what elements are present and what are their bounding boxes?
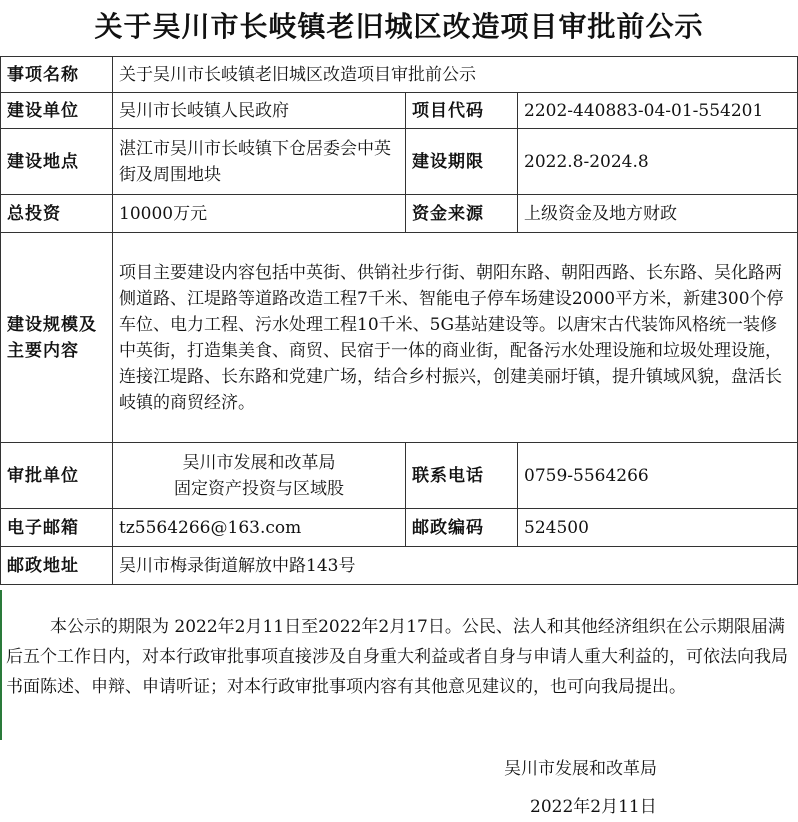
row-builder — [1, 93, 798, 129]
investment-label: 总投资 — [1, 195, 113, 233]
funding-label: 资金来源 — [406, 195, 518, 233]
row-scale — [1, 233, 798, 443]
issue-date: 2022年2月11日 — [530, 797, 657, 817]
scale-label: 建设规模及主要内容 — [1, 233, 113, 443]
funding-value: 上级资金及地方财政 — [518, 195, 798, 233]
approver-line-1: 吴川市发展和改革局 — [182, 452, 336, 473]
postcode-label: 邮政编码 — [406, 509, 518, 547]
row-location — [1, 129, 798, 195]
issuer-name: 吴川市发展和改革局 — [504, 759, 657, 779]
row-address — [1, 547, 798, 585]
row-investment — [1, 195, 798, 233]
approver-label: 审批单位 — [1, 443, 113, 509]
item-name-label: 事项名称 — [1, 57, 113, 93]
project-code-value: 2202-440883-04-01-554201 — [518, 93, 798, 129]
approver-line-2: 固定资产投资与区域股 — [174, 478, 344, 499]
page-title: 关于吴川市长岐镇老旧城区改造项目审批前公示 — [94, 10, 704, 43]
project-code-label: 项目代码 — [406, 93, 518, 129]
address-label: 邮政地址 — [1, 547, 113, 585]
postcode-value: 524500 — [518, 509, 798, 547]
announcement-text: 本公示的期限为 2022年2月11日至2022年2月17日。公民、法人和其他经济组织在公示期限届满后五个工作日内，对本行政审批事项直接涉及自身重大利益或者自身与申请人重大利益的，可依法向我局书面陈述、申辩、申请听证；对本行政审批事项内容有其他意见建议的，也可向我局提出。 — [6, 617, 788, 697]
investment-value: 10000万元 — [113, 195, 406, 233]
address-value: 吴川市梅录街道解放中路143号 — [113, 547, 798, 585]
approver-value — [113, 443, 406, 509]
period-label: 建设期限 — [406, 129, 518, 195]
email-value: tz5564266@163.com — [113, 509, 406, 547]
phone-label: 联系电话 — [406, 443, 518, 509]
row-approver — [1, 443, 798, 509]
location-label: 建设地点 — [1, 129, 113, 195]
period-value: 2022.8-2024.8 — [518, 129, 798, 195]
item-name-value: 关于吴川市长岐镇老旧城区改造项目审批前公示 — [113, 57, 798, 93]
email-label: 电子邮箱 — [1, 509, 113, 547]
left-edge-bar — [0, 590, 2, 740]
location-value: 湛江市吴川市长岐镇下仓居委会中英街及周围地块 — [113, 129, 406, 195]
builder-label: 建设单位 — [1, 93, 113, 129]
builder-value: 吴川市长岐镇人民政府 — [113, 93, 406, 129]
scale-value: 项目主要建设内容包括中英街、供销社步行街、朝阳东路、朝阳西路、长东路、吴化路两侧道路、江堤路等道路改造工程7千米、智能电子停车场建设2000平方米，新建300个停车位、电力工程、污水处理工程10千米、5G基站建设等。以唐宋古代装饰风格统一装修中英街，打造集美食、商贸、民宿于一体的商业街，配备污水处理设施和垃圾处理设施，连接江堤路、长东路和党建广场，结合乡村振兴，创建美丽圩镇，提升镇域风貌，盘活长岐镇的商贸经济。 — [113, 233, 798, 443]
row-email — [1, 509, 798, 547]
phone-value: 0759-5564266 — [518, 443, 798, 509]
row-item-name — [1, 57, 798, 93]
notice-table — [0, 56, 798, 585]
